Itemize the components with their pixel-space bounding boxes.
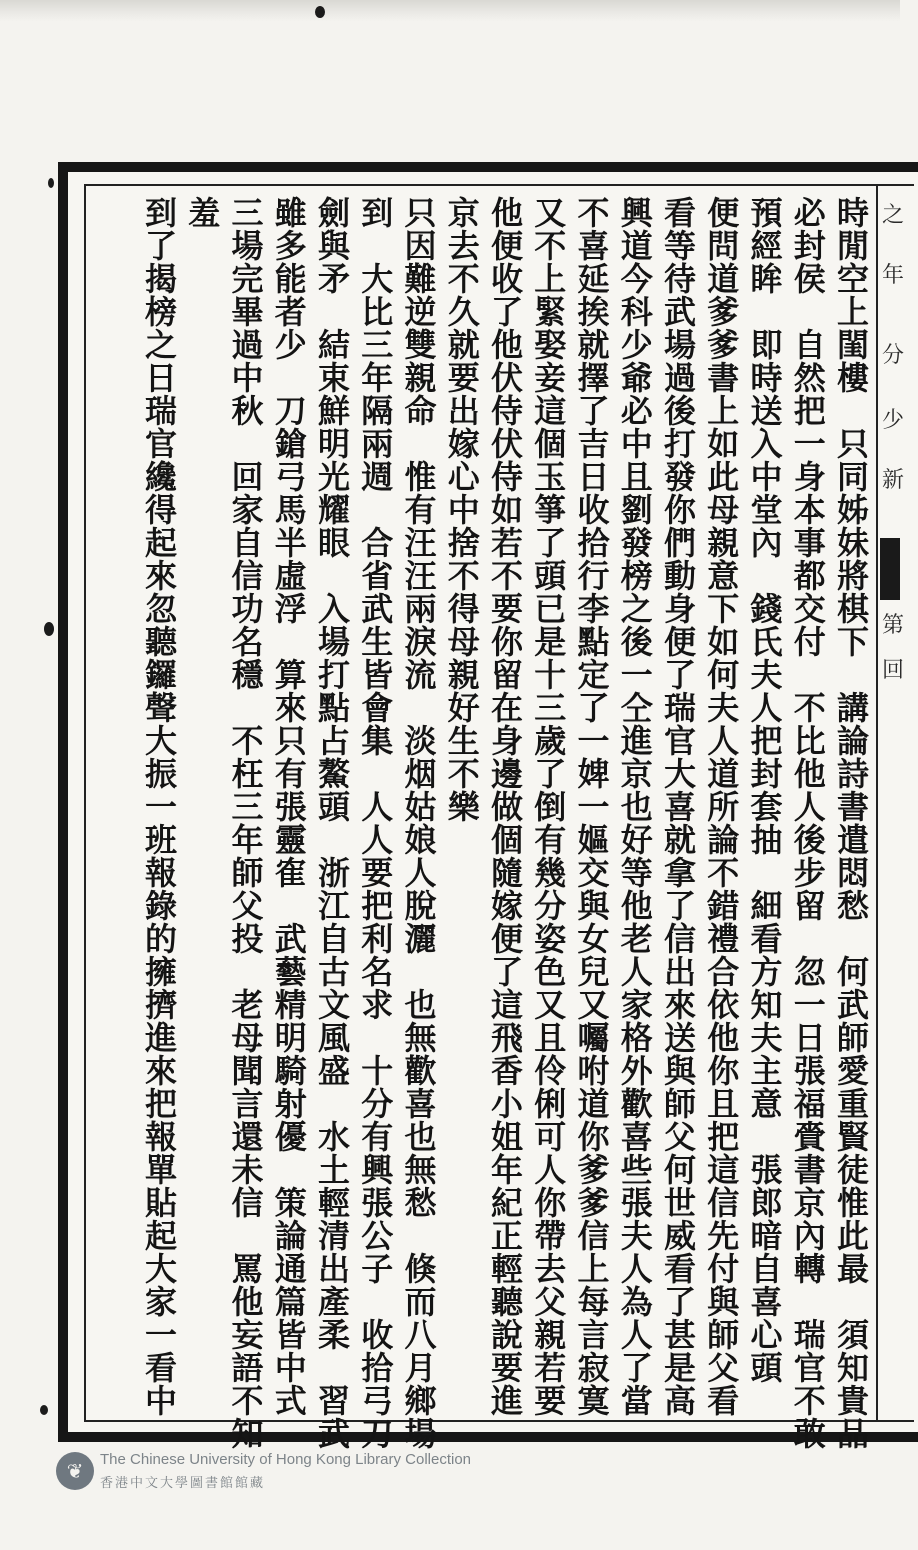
text-column: 京去不久就要出嫁心中捨不得母親好生不樂: [442, 196, 481, 823]
text-column: 劍與矛 結束鮮明光耀眼 入場打點占鰲頭 浙江自古文風盛 水土輕清出產柔 習武: [313, 196, 351, 1450]
cuhk-library-logo-icon: ❦: [56, 1452, 94, 1490]
gutter-char: 年: [882, 263, 905, 288]
gutter-char: 少: [882, 408, 905, 433]
gutter-char: 分: [882, 343, 905, 368]
page-top-edge: [0, 0, 900, 22]
text-column: 只因難逆雙親命 惟有汪汪兩淚流 淡烟姑娘人脫灑 也無歡喜也無愁 倏而八月鄉場: [399, 196, 438, 1450]
text-column: 到了揭榜之日瑞官纔得起來忽聽鑼聲大振一班報錄的擁擠進來把報單貼起大家一看中: [140, 196, 178, 1417]
text-column: 三場完畢過中秋 回家自信功名穩 不枉三年師父投 老母聞言還未信 罵他妄語不知: [226, 196, 265, 1450]
ink-speck: [40, 1405, 48, 1415]
text-column: 必封侯 自然把一身本事都交付 不比他人後步留 忽一日張福賫書京內轉 瑞官不敢: [788, 196, 827, 1450]
text-column: 不喜延挨就擇了吉日收拾行李點定了一婢一嫗交與女兒又囑咐道你爹爹信上每言寂寞: [572, 196, 611, 1417]
watermark-chinese: 香港中文大學圖書館館藏: [100, 1476, 266, 1491]
text-column: 時閒空上閨樓 只同姊妹將棋下 講論詩書遣悶愁 何武師愛重賢徒惟此最 須知貴品: [832, 196, 870, 1450]
ink-speck: [315, 6, 325, 18]
text-column: 便問道爹爹書上如此母親意下如何夫人道所論不錯禮合依他你且把這信先付與師父看: [702, 196, 741, 1417]
gutter-char: 回: [882, 658, 905, 683]
watermark-english: The Chinese University of Hong Kong Library Collection: [100, 1451, 472, 1468]
text-column: 又不上緊娶妾這個玉箏了頭已是十三歲了倒有幾分姿色又且伶俐可人你帶去父親若要: [529, 196, 568, 1417]
text-column: 預經眸 即時送入中堂內 錢氏夫人把封套抽 細看方知夫主意 張郎暗自喜心頭: [745, 196, 784, 1384]
text-column: 看等待武場過後打發你們動身便了瑞官大喜就拿了信出來送與師父何世威看了甚是高: [659, 196, 697, 1417]
gutter-char: 新: [882, 468, 905, 493]
gutter-rule: [876, 184, 878, 1422]
ink-speck: [48, 178, 54, 188]
gutter-char: 第: [882, 613, 905, 638]
text-column: 到 大比三年隔兩週 合省武生皆會集 人人要把利名求 十分有興張公子 收拾弓刀: [356, 196, 395, 1450]
text-column: 他便收了他伏侍伏侍如若不要你留在身邊做個隨嫁便了這飛香小姐年紀正輕聽說要進: [486, 196, 524, 1417]
text-column: 興道今科少爺必中且劉發榜之後一仝進京也好等他老人家格外歡喜些張夫人為人了當: [615, 196, 654, 1417]
text-column: 雖多能者少 刀鎗弓馬半虛浮 算來只有張靈隺 武藝精明騎射優 策論通篇皆中式: [269, 196, 308, 1417]
text-column: 羞: [183, 196, 222, 229]
ink-speck: [44, 622, 54, 636]
library-watermark: [56, 1450, 576, 1496]
text-body: [140, 196, 870, 1450]
gutter-fishtail: [880, 538, 900, 600]
gutter-char: 之: [882, 203, 905, 228]
